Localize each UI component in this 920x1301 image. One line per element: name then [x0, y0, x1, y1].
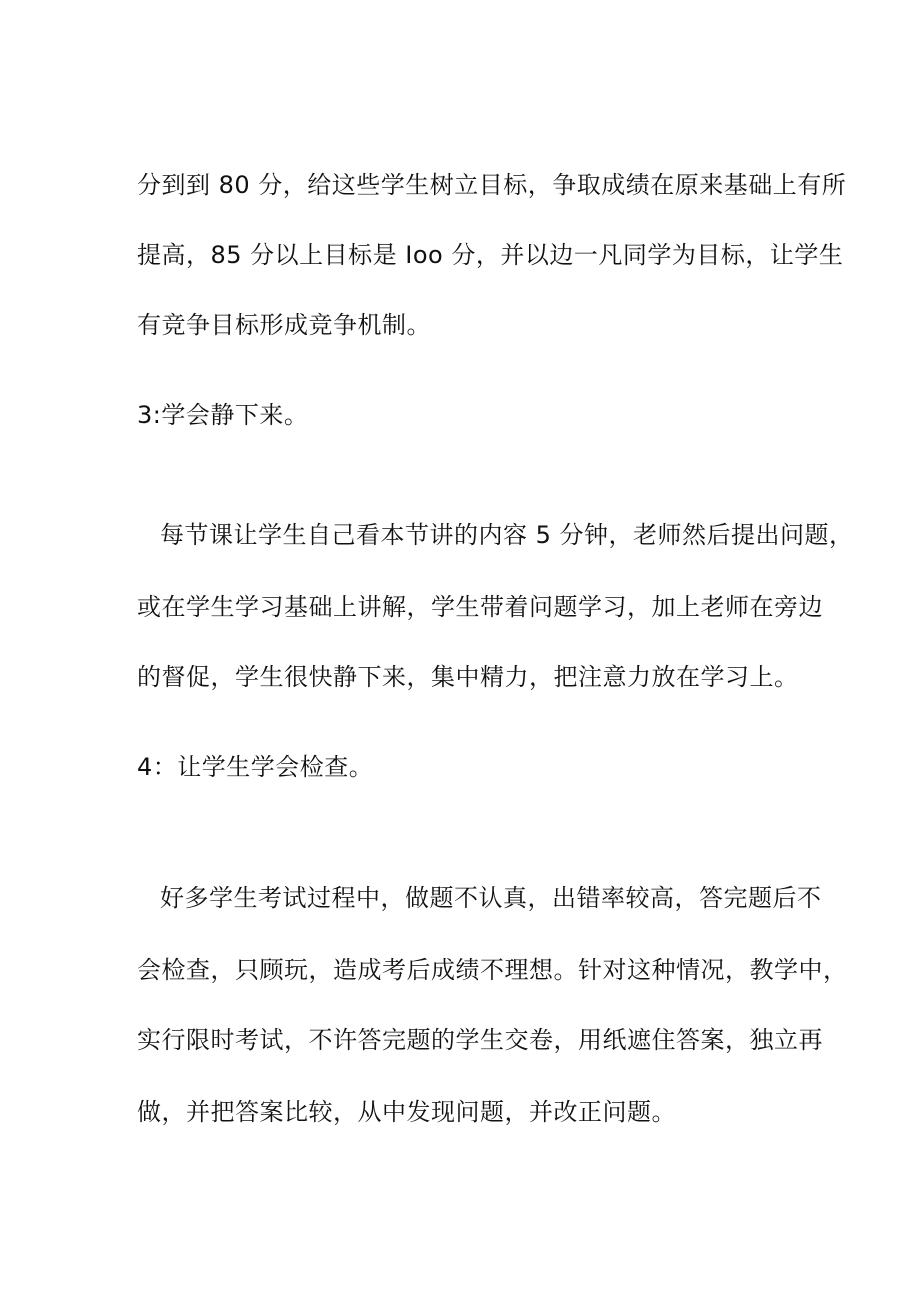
paragraph-3-line-3: 实行限时考试，不许答完题的学生交卷，用纸遮住答案，独立再 [137, 1026, 823, 1054]
paragraph-2-line-3: 的督促，学生很快静下来，集中精力，把注意力放在学习上。 [137, 663, 799, 691]
paragraph-3-line-4: 做，并把答案比较，从中发现问题，并改正问题。 [137, 1098, 676, 1126]
paragraph-2-line-2: 或在学生学习基础上讲解，学生带着问题学习，加上老师在旁边 [137, 593, 823, 621]
paragraph-1-line-3: 有竞争目标形成竞争机制。 [137, 311, 431, 339]
section-heading-3: 3:学会静下来。 [137, 401, 309, 429]
paragraph-3-line-1: 好多学生考试过程中，做题不认真，出错率较高，答完题后不 [160, 884, 822, 912]
paragraph-1-line-2: 提高，85 分以上目标是 Ioo 分，并以边一凡同学为目标，让学生 [137, 241, 844, 269]
paragraph-1-line-1: 分到到 80 分，给这些学生树立目标，争取成绩在原来基础上有所 [137, 171, 847, 199]
paragraph-2-line-1: 每节课让学生自己看本节讲的内容 5 分钟，老师然后提出问题， [160, 521, 854, 549]
paragraph-3-line-2: 会检查，只顾玩，造成考后成绩不理想。针对这种情况，教学中， [137, 956, 848, 984]
section-heading-4: 4：让学生学会检查。 [137, 753, 374, 781]
